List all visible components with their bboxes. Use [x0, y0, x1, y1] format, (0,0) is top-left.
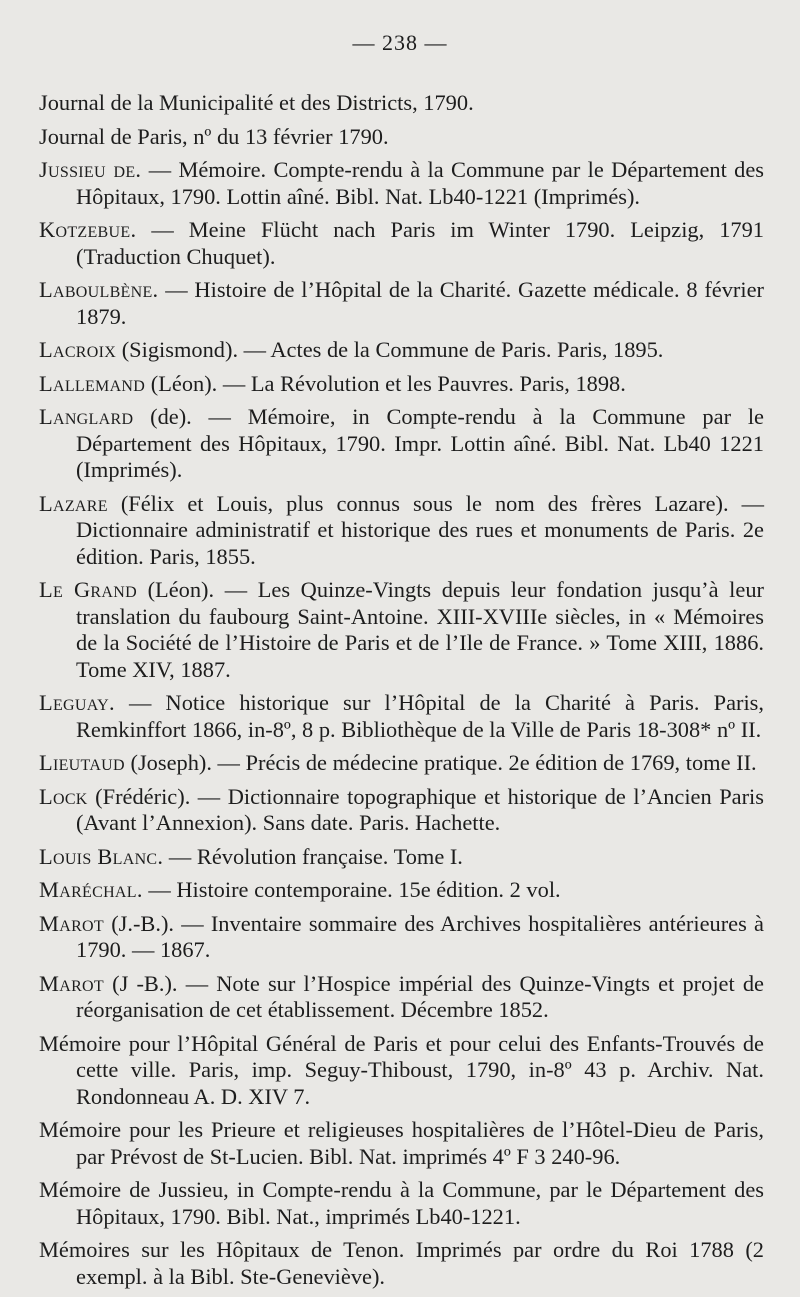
- entry-text: (Sigismond). — Actes de la Commune de Paris. Paris, 1895.: [116, 337, 664, 362]
- entry-text: — Notice historique sur l’Hôpital de la Charité à Paris. Paris, Remkinffort 1866, in-8º, 8 p. Bibliothèque de la Ville de Paris 18-308* nº II.: [76, 690, 764, 742]
- bibliography-entry: [39, 690, 764, 743]
- entry-author: Marot: [39, 970, 104, 996]
- entry-author: Laboulbène.: [39, 277, 159, 302]
- entry-text: (Léon). — La Révolution et les Pauvres. Paris, 1898.: [145, 370, 626, 396]
- bibliography-entry: [39, 337, 764, 364]
- entry-text: — Révolution française. Tome I.: [163, 843, 463, 869]
- bibliography-entry: [39, 1177, 764, 1230]
- bibliography-entry: [39, 157, 764, 210]
- entry-author: Lallemand: [39, 370, 146, 396]
- bibliography-entry: [39, 784, 764, 837]
- entry-author: Kotzebue.: [39, 217, 137, 242]
- bibliography-entry: [39, 577, 764, 683]
- entry-author: Lazare: [39, 490, 108, 516]
- entry-text: Mémoire de Jussieu, in Compte-rendu à la Commune, par le Département des Hôpitaux, 1790. Bibl. Nat., imprimés Lb40-1221.: [39, 1177, 764, 1229]
- bibliography-entry: [39, 1031, 764, 1111]
- entry-text: (Joseph). — Précis de médecine pratique. 2e édition de 1769, tome II.: [124, 750, 757, 775]
- bibliography-entry: [39, 750, 764, 777]
- bibliography-entry: [39, 491, 764, 571]
- entry-author: Lieutaud: [39, 750, 125, 775]
- bibliography-entry: [39, 90, 764, 117]
- bibliography-list: [39, 90, 764, 1297]
- entry-author: Leguay.: [39, 690, 115, 715]
- entry-text: — Histoire de l’Hôpital de la Charité. Gazette médicale. 8 février 1879.: [76, 277, 764, 329]
- bibliography-entry: [39, 1117, 764, 1170]
- entry-author: Le Grand: [39, 577, 137, 602]
- entry-author: Lock: [39, 783, 88, 809]
- bibliography-entry: [39, 371, 764, 398]
- entry-text: Mémoires sur les Hôpitaux de Tenon. Imprimés par ordre du Roi 1788 (2 exempl. à la Bibl. Ste-Geneviève).: [39, 1237, 764, 1289]
- entry-text: Journal de Paris, nº du 13 février 1790.: [39, 123, 389, 149]
- entry-author: Marot: [39, 910, 104, 936]
- entry-text: (de). — Mémoire, in Compte-rendu à la Commune par le Département des Hôpitaux, 1790. Impr. Lottin aîné. Bibl. Nat. Lb40 1221 (Imprimés).: [76, 404, 764, 482]
- entry-text: — Mémoire. Compte-rendu à la Commune par le Département des Hôpitaux, 1790. Lottin aîné. Bibl. Nat. Lb40-1221 (Imprimés).: [76, 157, 765, 209]
- entry-author: Langlard: [39, 404, 134, 429]
- bibliography-entry: [39, 404, 764, 484]
- entry-text: — Histoire contemporaine. 15e édition. 2 vol.: [142, 877, 561, 902]
- bibliography-entry: [39, 877, 764, 904]
- bibliography-entry: [39, 217, 764, 270]
- entry-text: Mémoire pour l’Hôpital Général de Paris et pour celui des Enfants-Trouvés de cette ville. Paris, imp. Seguy-Thiboust, 1790, in-8º 43 p. Archiv. Nat. Rondonneau A. D. XIV 7.: [39, 1030, 764, 1109]
- bibliography-entry: [39, 971, 764, 1024]
- entry-text: (J -B.). — Note sur l’Hospice impérial des Quinze-Vingts et projet de réorganisation de cet établissement. Décembre 1852.: [76, 970, 764, 1022]
- entry-text: — Meine Flücht nach Paris im Winter 1790. Leipzig, 1791 (Traduction Chuquet).: [76, 217, 764, 269]
- bibliography-entry: [39, 911, 764, 964]
- entry-text: (Félix et Louis, plus connus sous le nom des frères Lazare). — Dictionnaire administratif et historique des rues et monuments de Paris. 2e édition. Paris, 1855.: [76, 490, 764, 569]
- entry-author: Jussieu de.: [39, 157, 142, 182]
- entry-text: Journal de la Municipalité et des Districts, 1790.: [39, 90, 474, 115]
- bibliography-entry: [39, 124, 764, 151]
- entry-author: Lacroix: [39, 337, 117, 362]
- entry-author: Maréchal.: [39, 877, 143, 902]
- entry-text: (Léon). — Les Quinze-Vingts depuis leur fondation jusqu’à leur translation du faubourg Saint-Antoine. XIII-XVIIIe siècles, in « Mémoires de la Société de l’Histoire de Paris et de l’Ile de France. » Tome XIII, 1886. Tome XIV, 1887.: [76, 577, 764, 682]
- bibliography-entry: [39, 1237, 764, 1290]
- bibliography-entry: [39, 844, 764, 871]
- entry-text: (J.-B.). — Inventaire sommaire des Archives hospitalières antérieures à 1790. — 1867.: [76, 910, 764, 962]
- entry-author: Louis Blanc.: [39, 843, 164, 869]
- page-number: — 238 —: [352, 30, 448, 55]
- entry-text: Mémoire pour les Prieure et religieuses hospitalières de l’Hôtel-Dieu de Paris, par Prévost de St-Lucien. Bibl. Nat. imprimés 4º F 3 240-96.: [39, 1117, 764, 1169]
- entry-text: (Frédéric). — Dictionnaire topographique et historique de l’Ancien Paris (Avant l’Annexion). Sans date. Paris. Hachette.: [76, 783, 764, 835]
- bibliography-entry: [39, 277, 764, 330]
